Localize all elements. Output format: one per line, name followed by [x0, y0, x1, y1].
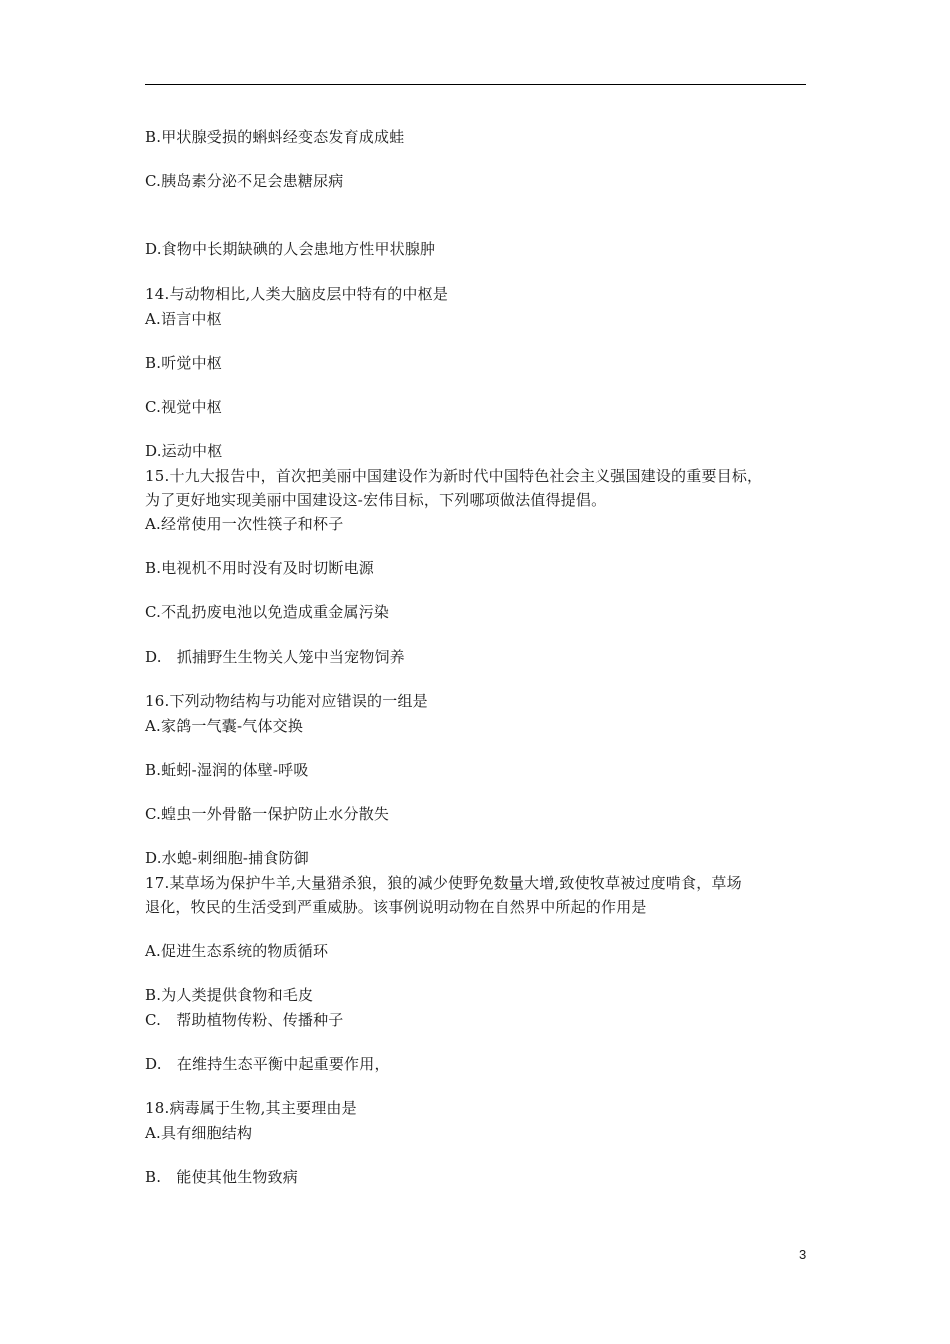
option-15-c: C.不乱扔废电池以免造成重金属污染	[145, 603, 390, 621]
option-15-d: D. 抓捕野生生物关人笼中当宠物饲养	[145, 648, 405, 666]
option-17-a: A.促进生态系统的物质循环	[145, 942, 329, 960]
question-17-line-2: 退化，牧民的生活受到严重威胁。该事例说明动物在自然界中所起的作用是	[145, 898, 647, 916]
page-number: 3	[799, 1247, 807, 1262]
option-14-d: D.运动中枢	[145, 442, 223, 460]
option-13-c: C.胰岛素分泌不足会患糖尿病	[145, 172, 344, 190]
option-18-a: A.具有细胞结构	[145, 1124, 253, 1142]
option-18-b: B. 能使其他生物致病	[145, 1168, 298, 1186]
option-14-b: B.听觉中枢	[145, 354, 222, 372]
option-16-d: D.水螅-刺细胞-捕食防御	[145, 849, 309, 867]
option-13-b: B.甲状腺受损的蝌蚪经变态发育成成蛙	[145, 128, 405, 146]
option-14-c: C.视觉中枢	[145, 398, 222, 416]
question-17-line-1: 17.某草场为保护牛羊,大量猎杀狼，狼的减少使野免数量大增,致使牧草被过度啃食，草场	[145, 874, 742, 892]
question-16: 16.下列动物结构与功能对应错误的一组是	[145, 692, 428, 710]
option-15-b: B.电视机不用时没有及时切断电源	[145, 559, 374, 577]
option-16-a: A.家鸽一气囊-气体交换	[145, 717, 304, 735]
question-15-line-2: 为了更好地实现美丽中国建设这-宏伟目标，下列哪项做法值得提倡。	[145, 491, 607, 509]
option-16-b: B.蚯蚓-湿润的体壁-呼吸	[145, 761, 309, 779]
option-15-a: A.经常使用一次性筷子和杯子	[145, 515, 344, 533]
option-17-c: C. 帮助植物传粉、传播种子	[145, 1011, 344, 1029]
question-14: 14.与动物相比,人类大脑皮层中特有的中枢是	[145, 285, 449, 303]
option-13-d: D.食物中长期缺碘的人会患地方性甲状腺肿	[145, 240, 436, 258]
option-14-a: A.语言中枢	[145, 310, 222, 328]
option-16-c: C.蝗虫一外骨骼一保护防止水分散失	[145, 805, 390, 823]
option-17-b: B.为人类提供食物和毛皮	[145, 986, 314, 1004]
header-rule	[145, 84, 806, 85]
question-18: 18.病毒属于生物,其主要理由是	[145, 1099, 357, 1117]
question-15-line-1: 15.十九大报告中，首次把美丽中国建设作为新时代中国特色社会主义强国建设的重要目标，	[145, 467, 763, 485]
option-17-d: D. 在维持生态平衡中起重要作用，	[145, 1055, 390, 1073]
